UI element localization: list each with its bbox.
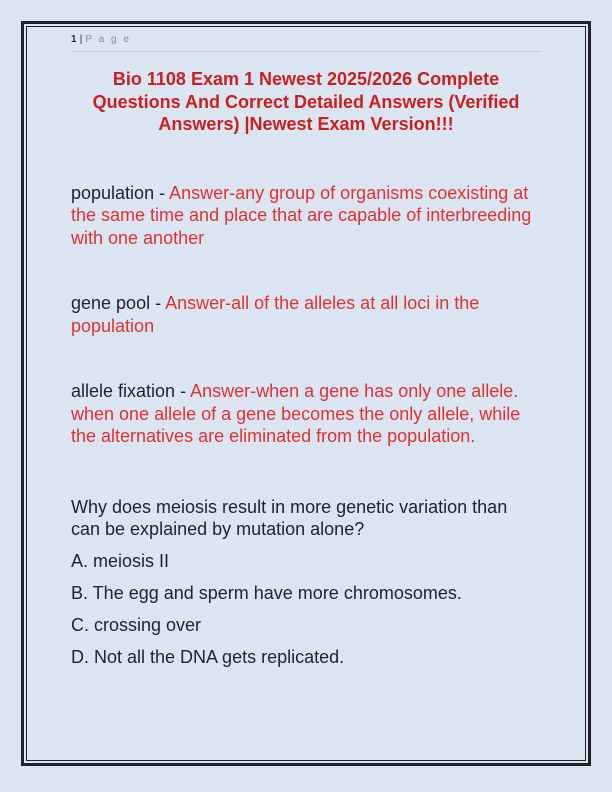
page-label: P a g e: [85, 34, 131, 45]
qa-term: gene pool: [71, 293, 151, 313]
page-content: [71, 33, 541, 669]
question-option-c: C. crossing over: [71, 615, 202, 635]
qa-term: population: [71, 182, 155, 203]
page-number: 1: [71, 34, 77, 45]
header-separator: |: [79, 34, 83, 45]
qa-separator: -: [150, 293, 166, 313]
qa-answer: Answer-all of the alleles at all loci in the population: [71, 293, 480, 336]
qa-separator: -: [154, 182, 170, 203]
qa-term: allele fixation: [71, 381, 176, 401]
qa-item: [71, 380, 541, 448]
qa-answer: Answer-when a gene has only one allele. when one allele of a gene becomes the only allele, while the alternatives are eliminated from the population.: [71, 381, 521, 446]
question-option-b: B. The egg and sperm have more chromosomes.: [71, 583, 462, 603]
qa-item: [71, 292, 541, 337]
qa-answer: Answer-any group of organisms coexisting at the same time and place that are capable of interbreeding with one another: [71, 182, 532, 248]
header-rule: [71, 51, 541, 52]
qa-item: [71, 182, 541, 250]
page-header: [71, 33, 541, 46]
qa-separator: -: [175, 381, 191, 401]
document-title: Bio 1108 Exam 1 Newest 2025/2026 Complete Questions And Correct Detailed Answers (Verified Answers) |Newest Exam Version!!!: [92, 69, 520, 134]
question-option-a: A. meiosis II: [71, 551, 170, 571]
question-text: Why does meiosis result in more genetic variation than can be explained by mutation alone?: [71, 496, 508, 539]
question-option-d: D. Not all the DNA gets replicated.: [71, 647, 345, 667]
